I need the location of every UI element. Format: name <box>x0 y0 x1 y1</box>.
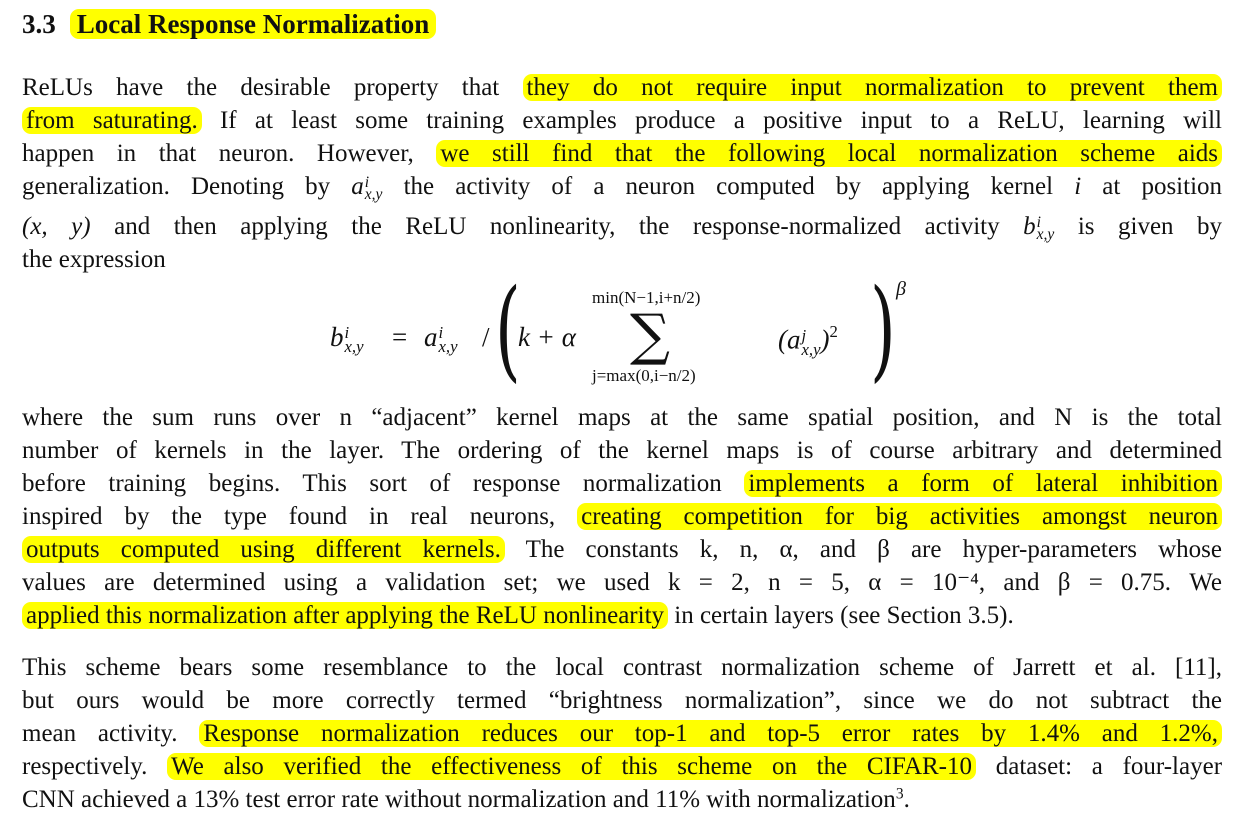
footnote-marker: 3 <box>895 785 904 803</box>
highlight: applied this normalization after applying the ReLU nonlinearity <box>22 602 668 629</box>
p2-line-7: applied this normalization after applying the ReLU nonlinearity in certain layers (see Section 3.5). <box>22 600 1222 632</box>
highlight: Response normalization reduces our top-1 and top-5 error rates by 1.4% and 1.2%, <box>199 720 1222 747</box>
sum-symbol: ∑ <box>630 303 670 368</box>
p2-line-3: before training begins. This sort of response normalization implements a form of lateral inhibition <box>22 468 1222 500</box>
right-paren: ) <box>870 265 896 393</box>
p1-line-4: generalization. Denoting by a i x,y the activity of a neuron computed by applying kernel i at position <box>22 173 1223 204</box>
p3-line-4: respectively. We also verified the effectiveness of this scheme on the CIFAR-10 dataset: a four-layer <box>22 753 1223 780</box>
p2-line-5: outputs computed using different kernels. The constants k, n, α, and β are hyper-parameters whose <box>22 534 1222 566</box>
lrn-equation: b i x,y = a i x,y / ( k + α min(N−1,i+n/2) ∑ j=max(0,i−n/2) (a j x,y )$^2$ ) β <box>330 265 906 393</box>
highlight: creating competition for big activities amongst neuron <box>577 503 1222 530</box>
p3-line-2: but ours would be more correctly termed “brightness normalization”, since we do not subtract the <box>22 687 1222 714</box>
highlight: we still find that the following local normalization scheme aids <box>436 140 1222 167</box>
p3-line-5: CNN achieved a 13% test error rate without normalization and 11% with normalization$^3$. <box>22 785 910 813</box>
p1-line-5: (x, y) and then applying the ReLU nonlinearity, the response-normalized activity b i x,y is given by <box>22 213 1223 244</box>
left-paren: ( <box>495 265 521 393</box>
math-var: a <box>351 173 364 200</box>
p2-line-2: number of kernels in the layer. The ordering of the kernel maps is of course arbitrary and determined <box>22 437 1222 464</box>
p2-line-6: values are determined using a validation set; we used k = 2, n = 5, α = 10⁻⁴, and β = 0.75. We <box>22 569 1222 596</box>
section-heading <box>22 6 436 42</box>
p1-line-6: the expression <box>22 246 166 273</box>
p2-line-4: inspired by the type found in real neurons, creating competition for big activities amongst neuron <box>22 501 1222 533</box>
highlight: We also verified the effectiveness of this scheme on the CIFAR-10 <box>167 753 976 780</box>
sum-lower-limit: j=max(0,i−n/2) <box>592 366 696 385</box>
p3-line-1: This scheme bears some resemblance to the local contrast normalization scheme of Jarrett et al. [11], <box>22 654 1222 681</box>
section-title: Local Response Normalization <box>70 9 436 39</box>
p1-line-1: ReLUs have the desirable property that they do not require input normalization to prevent them <box>22 72 1222 104</box>
exponent-beta: β <box>896 278 906 300</box>
highlight: implements a form of lateral inhibition <box>744 470 1222 497</box>
p3-line-3: mean activity. Response normalization reduces our top-1 and top-5 error rates by 1.4% and 1.2%, <box>22 718 1222 750</box>
section-number: 3.3 <box>22 9 56 39</box>
p2-line-1: where the sum runs over n “adjacent” kernel maps at the same spatial position, and N is the total <box>22 404 1222 431</box>
highlight: outputs computed using different kernels. <box>22 536 505 563</box>
sum-upper-limit: min(N−1,i+n/2) <box>592 288 701 307</box>
p1-line-3: happen in that neuron. However, we still find that the following local normalization scheme aids <box>22 138 1222 170</box>
math-var: b <box>1023 213 1036 240</box>
highlight: from saturating. <box>22 107 202 134</box>
highlight: they do not require input normalization to prevent them <box>523 74 1222 101</box>
p1-line-2: from saturating. If at least some training examples produce a positive input to a ReLU, learning will <box>22 105 1222 137</box>
